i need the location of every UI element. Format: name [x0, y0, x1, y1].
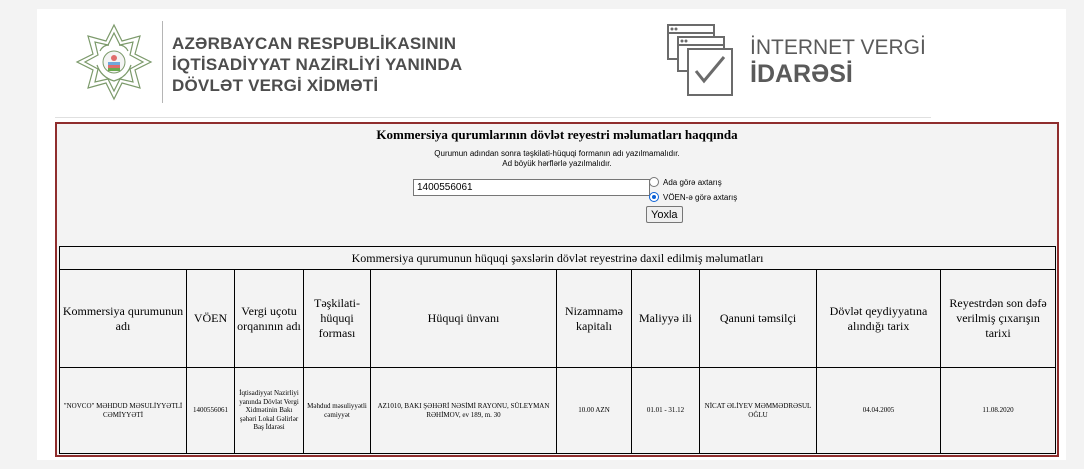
column-header-voen: VÖEN	[187, 270, 235, 368]
page-margin-bottom	[37, 460, 1066, 469]
results-caption: Kommersiya qurumunun hüquqi şəxslərin dövlət reyestrinə daxil edilmiş məlumatları	[60, 247, 1056, 270]
monitor-checkmark-icon	[666, 23, 734, 99]
cell-fiscal-year: 01.01 - 31.12	[632, 368, 700, 454]
cell-charter-capital: 10.00 AZN	[557, 368, 632, 454]
column-header-extract-date: Reyestrdən son dəfə verilmiş çıxarışın tarixi	[941, 270, 1056, 368]
column-header-registration-date: Dövlət qeydiyyatına alındığı tarix	[817, 270, 941, 368]
column-header-fiscal-year: Maliyyə ili	[632, 270, 700, 368]
radio-label-by-voen[interactable]: VÖEN-ə görə axtarış	[663, 193, 738, 202]
table-row	[60, 368, 1056, 454]
cell-legal-form: Məhdud məsuliyyətli cəmiyyət	[304, 368, 371, 454]
ministry-line-3: DÖVLƏT VERGİ XİDMƏTİ	[172, 76, 379, 95]
ministry-line-1: AZƏRBAYCAN RESPUBLİKASININ	[172, 34, 457, 53]
search-note-2: Ad böyük hərflərlə yazılmalıdır.	[502, 159, 612, 168]
portal-line-1: İNTERNET VERGİ	[750, 36, 926, 59]
ministry-name	[172, 33, 462, 96]
column-header-tax-authority: Vergi uçotu orqanının adı	[235, 270, 304, 368]
cell-tax-authority: İqtisadiyyat Nazirliyi yanında Dövlət Vergi Xidmətinin Bakı şəhəri Lokal Gəlirlər Baş İdarəsi	[235, 368, 304, 454]
cell-company-name: "NOVCO" MƏHDUD MƏSULİYYƏTLİ CƏMİYYƏTİ	[60, 368, 187, 454]
cell-voen: 1400556061	[187, 368, 235, 454]
column-header-charter-capital: Nizamnamə kapitalı	[557, 270, 632, 368]
cell-legal-address: AZ1010, BAKI ŞƏHƏRİ NƏSİMİ RAYONU, SÜLEYMAN RƏHİMOV, ev 189, m. 30	[371, 368, 557, 454]
state-emblem-icon	[73, 21, 155, 103]
search-note-1: Qurumun adından sonra təşkilati-hüquqi formanın adı yazılmamalıdır.	[434, 149, 680, 158]
cell-extract-date: 11.08.2020	[941, 368, 1056, 454]
search-panel	[55, 122, 1059, 457]
radio-search-by-voen[interactable]	[649, 192, 659, 202]
search-title: Kommersiya qurumlarının dövlət reyestri məlumatları haqqında	[376, 127, 738, 142]
search-input[interactable]	[413, 179, 650, 196]
radio-search-by-name[interactable]	[649, 177, 659, 187]
cell-legal-representative: NİCAT ƏLİYEV MƏMMƏDRƏSUL OĞLU	[700, 368, 817, 454]
column-header-legal-form: Təşkilati-hüquqi forması	[304, 270, 371, 368]
ministry-line-2: İQTİSADİYYAT NAZİRLİYİ YANINDA	[172, 55, 463, 74]
cell-registration-date: 04.04.2005	[817, 368, 941, 454]
column-header-legal-representative: Qanuni təmsilçi	[700, 270, 817, 368]
site-header	[55, 9, 931, 118]
radio-label-by-name[interactable]: Ada görə axtarış	[663, 178, 722, 187]
portal-line-2: İDARƏSİ	[750, 60, 853, 88]
results-table	[59, 246, 1056, 454]
page-margin-top	[37, 0, 1066, 9]
portal-name	[750, 35, 926, 87]
header-divider	[162, 21, 163, 103]
check-button[interactable]: Yoxla	[646, 206, 683, 223]
page-margin-right	[1066, 0, 1084, 469]
column-header-company-name: Kommersiya qurumunun adı	[60, 270, 187, 368]
page-margin-left	[0, 0, 37, 469]
column-header-legal-address: Hüquqi ünvanı	[371, 270, 557, 368]
